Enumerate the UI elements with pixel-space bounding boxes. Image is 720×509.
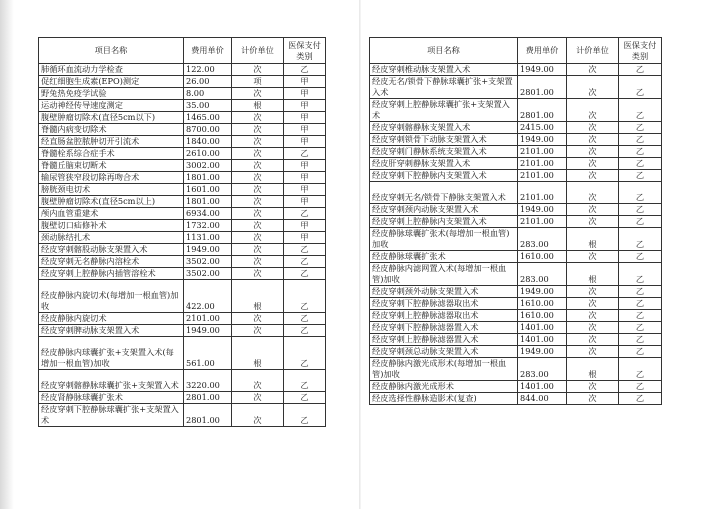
header-item-name: 项目名称: [370, 38, 518, 64]
table-row: [370, 381, 662, 393]
unit-cell: 次: [567, 251, 619, 263]
fee-cell: 283.00: [518, 228, 567, 251]
header-unit: 计价单位: [232, 38, 284, 64]
category-cell: 乙: [619, 263, 662, 286]
item-name-cell: 经皮静脉内滤网置入术(每增加一根血管)加收: [370, 263, 518, 286]
category-cell: 乙: [284, 256, 326, 268]
item-name-cell: 颈动脉结扎术: [39, 232, 184, 244]
fee-table-left: [38, 37, 326, 427]
item-name-cell: 运动神经传导速度测定: [39, 100, 184, 112]
item-name-cell: 经皮无名/锁骨下静脉球囊扩张+支架置入术: [370, 76, 518, 99]
fee-cell: 1131.00: [184, 232, 232, 244]
fee-cell: 2101.00: [518, 158, 567, 170]
fee-cell: 3002.00: [184, 160, 232, 172]
item-name-cell: 经皮穿刺上腔静脉内插管溶栓术: [39, 268, 184, 280]
unit-cell: 次: [567, 286, 619, 298]
table-row: [39, 124, 326, 136]
category-cell: 乙: [619, 134, 662, 146]
table-row: [370, 146, 662, 158]
fee-cell: 2801.00: [184, 404, 232, 427]
item-name-cell: 经皮穿刺颈总动脉支架置入术: [370, 346, 518, 358]
item-name-cell: 经直肠盆腔脓肿切开引流术: [39, 136, 184, 148]
item-name-cell: 腹壁肿瘤切除术(直径5cm以上): [39, 196, 184, 208]
table-row: [370, 182, 662, 204]
fee-cell: 3220.00: [184, 370, 232, 392]
fee-cell: 283.00: [518, 263, 567, 286]
item-name-cell: 经皮穿刺上腔静脉滤器取出术: [370, 310, 518, 322]
item-name-cell: 输尿管狭窄段切除再吻合术: [39, 172, 184, 184]
table-body-right: [370, 64, 662, 405]
unit-cell: 次: [567, 64, 619, 76]
table-row: [370, 310, 662, 322]
category-cell: 甲: [284, 136, 326, 148]
fee-cell: 1610.00: [518, 298, 567, 310]
item-name-cell: 经皮肝穿刺静脉支架置入术: [370, 158, 518, 170]
fee-cell: 1465.00: [184, 112, 232, 124]
unit-cell: 根: [232, 280, 284, 313]
item-name-cell: 颅内血管重建术: [39, 208, 184, 220]
header-fee: 费用单价: [518, 38, 567, 64]
item-name-cell: 经皮穿刺锁骨下动脉支架置入术: [370, 134, 518, 146]
table-row: [370, 263, 662, 286]
table-row: [39, 184, 326, 196]
fee-cell: 3502.00: [184, 268, 232, 280]
category-cell: 乙: [619, 216, 662, 228]
table-row: [39, 392, 326, 404]
category-cell: 乙: [619, 64, 662, 76]
item-name-cell: 经皮穿刺颈内动脉支架置入术: [370, 204, 518, 216]
table-row: [370, 170, 662, 182]
unit-cell: 次: [232, 172, 284, 184]
item-name-cell: 经皮穿刺下腔静脉滤器取出术: [370, 298, 518, 310]
category-cell: 甲: [284, 88, 326, 100]
table-row: [370, 99, 662, 122]
item-name-cell: 经皮穿刺髂静脉球囊扩张+支架置入术: [39, 370, 184, 392]
item-name-cell: 经皮穿刺脾动脉支架置入术: [39, 325, 184, 337]
category-cell: 乙: [619, 322, 662, 334]
category-cell: 乙: [619, 381, 662, 393]
item-name-cell: 肺循环血流动力学检查: [39, 64, 184, 76]
item-name-cell: 腹壁切口疝修补术: [39, 220, 184, 232]
item-name-cell: 经皮穿刺髂静脉支架置入术: [370, 122, 518, 134]
unit-cell: 次: [567, 322, 619, 334]
category-cell: 甲: [284, 184, 326, 196]
table-row: [370, 228, 662, 251]
table-row: [370, 134, 662, 146]
unit-cell: 次: [567, 334, 619, 346]
item-name-cell: 脊髓栓系综合症手术: [39, 148, 184, 160]
table-row: [370, 358, 662, 381]
fee-cell: 6934.00: [184, 208, 232, 220]
item-name-cell: 经皮穿刺上腔静脉滤器置入术: [370, 334, 518, 346]
table-row: [370, 251, 662, 263]
fee-cell: 1949.00: [184, 244, 232, 256]
category-cell: 乙: [284, 280, 326, 313]
table-row: [370, 393, 662, 405]
page-fold-divider: [359, 0, 361, 509]
fee-cell: 1801.00: [184, 172, 232, 184]
fee-cell: 1949.00: [184, 325, 232, 337]
fee-cell: 2101.00: [518, 170, 567, 182]
category-cell: 乙: [619, 228, 662, 251]
item-name-cell: 经皮穿刺门静脉系统支架置入术: [370, 146, 518, 158]
item-name-cell: 经皮静脉内旋切术: [39, 313, 184, 325]
unit-cell: 次: [567, 170, 619, 182]
table-row: [370, 76, 662, 99]
item-name-cell: 野兔热免疫学试验: [39, 88, 184, 100]
unit-cell: 根: [567, 263, 619, 286]
table-row: [39, 76, 326, 88]
item-name-cell: 经皮穿刺椎动脉支架置入术: [370, 64, 518, 76]
fee-cell: 1801.00: [184, 196, 232, 208]
unit-cell: 次: [567, 158, 619, 170]
unit-cell: 根: [232, 337, 284, 370]
unit-cell: 次: [567, 146, 619, 158]
table-row: [39, 88, 326, 100]
unit-cell: 次: [232, 232, 284, 244]
table-row: [39, 160, 326, 172]
item-name-cell: 经皮穿刺下腔静脉内支架置入术: [370, 170, 518, 182]
item-name-cell: 经皮肾静脉球囊扩张术: [39, 392, 184, 404]
fee-cell: 122.00: [184, 64, 232, 76]
item-name-cell: 经皮选择性静脉造影术(复查): [370, 393, 518, 405]
category-cell: 乙: [284, 268, 326, 280]
fee-cell: 8700.00: [184, 124, 232, 136]
unit-cell: 项: [232, 76, 284, 88]
fee-cell: 1732.00: [184, 220, 232, 232]
unit-cell: 次: [567, 204, 619, 216]
item-name-cell: 经皮穿刺上腔静脉内支架置入术: [370, 216, 518, 228]
table-row: [39, 148, 326, 160]
item-name-cell: 经皮静脉球囊扩张术(每增加一根血管)加收: [370, 228, 518, 251]
item-name-cell: 经皮穿刺无名静脉内溶栓术: [39, 256, 184, 268]
category-cell: 甲: [284, 196, 326, 208]
fee-cell: 2101.00: [518, 216, 567, 228]
table-row: [39, 220, 326, 232]
fee-cell: 1601.00: [184, 184, 232, 196]
fee-cell: 2801.00: [518, 99, 567, 122]
category-cell: 乙: [619, 251, 662, 263]
fee-cell: 1610.00: [518, 310, 567, 322]
unit-cell: 次: [232, 404, 284, 427]
category-cell: 甲: [284, 100, 326, 112]
fee-cell: 1949.00: [518, 204, 567, 216]
table-row: [370, 216, 662, 228]
item-name-cell: 促红细胞生成素(EPO)测定: [39, 76, 184, 88]
table-row: [39, 232, 326, 244]
unit-cell: 次: [232, 112, 284, 124]
unit-cell: 次: [232, 196, 284, 208]
category-cell: 甲: [284, 160, 326, 172]
fee-cell: 844.00: [518, 393, 567, 405]
fee-cell: 1949.00: [518, 346, 567, 358]
fee-cell: 1949.00: [518, 64, 567, 76]
category-cell: 乙: [619, 346, 662, 358]
category-cell: 乙: [619, 146, 662, 158]
table-row: [370, 122, 662, 134]
header-insurance-category: 医保支付类别: [619, 38, 662, 64]
unit-cell: 次: [567, 99, 619, 122]
unit-cell: 次: [232, 256, 284, 268]
fee-cell: 1401.00: [518, 322, 567, 334]
table-row: [39, 404, 326, 427]
unit-cell: 次: [567, 182, 619, 204]
item-name-cell: 经皮穿刺髂股动脉支架置入术: [39, 244, 184, 256]
unit-cell: 次: [232, 88, 284, 100]
header-unit: 计价单位: [567, 38, 619, 64]
unit-cell: 次: [567, 393, 619, 405]
fee-cell: 3502.00: [184, 256, 232, 268]
category-cell: 乙: [619, 122, 662, 134]
fee-cell: 2101.00: [518, 182, 567, 204]
item-name-cell: 经皮静脉内激光成形术(每增加一根血管)加收: [370, 358, 518, 381]
fee-cell: 283.00: [518, 358, 567, 381]
table-row: [370, 334, 662, 346]
page-edge-shadow: [0, 0, 14, 509]
unit-cell: 次: [567, 122, 619, 134]
item-name-cell: 经皮静脉球囊扩张术: [370, 251, 518, 263]
table-row: [39, 172, 326, 184]
table-row: [39, 100, 326, 112]
fee-cell: 2610.00: [184, 148, 232, 160]
category-cell: 甲: [284, 232, 326, 244]
category-cell: 乙: [284, 337, 326, 370]
table-row: [370, 158, 662, 170]
category-cell: 甲: [284, 76, 326, 88]
unit-cell: 次: [232, 136, 284, 148]
unit-cell: 次: [232, 148, 284, 160]
category-cell: 甲: [284, 172, 326, 184]
table-header-row: [370, 38, 662, 64]
unit-cell: 次: [567, 76, 619, 99]
table-row: [39, 325, 326, 337]
category-cell: 乙: [284, 325, 326, 337]
table-header-row: [39, 38, 326, 64]
table-row: [370, 322, 662, 334]
table-row: [39, 313, 326, 325]
category-cell: 乙: [284, 64, 326, 76]
item-name-cell: 经皮穿刺颈外动脉支架置入术: [370, 286, 518, 298]
header-fee: 费用单价: [184, 38, 232, 64]
unit-cell: 根: [232, 100, 284, 112]
table-row: [39, 136, 326, 148]
unit-cell: 次: [567, 381, 619, 393]
category-cell: 乙: [284, 244, 326, 256]
unit-cell: 根: [567, 228, 619, 251]
fee-cell: 2101.00: [518, 146, 567, 158]
table-row: [39, 64, 326, 76]
unit-cell: 次: [232, 208, 284, 220]
table-row: [39, 112, 326, 124]
item-name-cell: 经皮穿刺无名/锁骨下静脉支架置入术: [370, 182, 518, 204]
item-name-cell: 脊髓内病变切除术: [39, 124, 184, 136]
fee-cell: 35.00: [184, 100, 232, 112]
unit-cell: 次: [232, 184, 284, 196]
table-row: [370, 286, 662, 298]
unit-cell: 次: [567, 310, 619, 322]
unit-cell: 次: [567, 298, 619, 310]
category-cell: 甲: [284, 112, 326, 124]
unit-cell: 次: [232, 268, 284, 280]
category-cell: 乙: [284, 392, 326, 404]
fee-cell: 2101.00: [184, 313, 232, 325]
table-row: [39, 370, 326, 392]
table-row: [39, 208, 326, 220]
category-cell: 乙: [284, 148, 326, 160]
table-row: [39, 196, 326, 208]
category-cell: 乙: [619, 334, 662, 346]
table-row: [39, 280, 326, 313]
unit-cell: 次: [232, 244, 284, 256]
table-row: [370, 298, 662, 310]
unit-cell: 次: [567, 134, 619, 146]
unit-cell: 次: [232, 313, 284, 325]
unit-cell: 次: [567, 216, 619, 228]
unit-cell: 次: [232, 392, 284, 404]
table-body-left: [39, 64, 326, 427]
header-insurance-category: 医保支付类别: [284, 38, 326, 64]
table-row: [370, 64, 662, 76]
item-name-cell: 经皮穿刺上腔静脉球囊扩张+支架置入术: [370, 99, 518, 122]
category-cell: 乙: [619, 182, 662, 204]
category-cell: 甲: [284, 124, 326, 136]
item-name-cell: 腹壁肿瘤切除术(直径5cm以下): [39, 112, 184, 124]
item-name-cell: 脊髓丘脑束切断术: [39, 160, 184, 172]
fee-cell: 1610.00: [518, 251, 567, 263]
unit-cell: 次: [232, 220, 284, 232]
fee-cell: 2801.00: [518, 76, 567, 99]
fee-cell: 2801.00: [184, 392, 232, 404]
category-cell: 乙: [284, 404, 326, 427]
unit-cell: 次: [232, 325, 284, 337]
item-name-cell: 经皮静脉内球囊扩张+支架置入术(每增加一根血管)加收: [39, 337, 184, 370]
fee-cell: 1949.00: [518, 286, 567, 298]
item-name-cell: 经皮静脉内激光成形术: [370, 381, 518, 393]
item-name-cell: 经皮穿刺下腔静脉球囊扩张+支架置入术: [39, 404, 184, 427]
category-cell: 乙: [619, 286, 662, 298]
table-row: [39, 337, 326, 370]
fee-cell: 422.00: [184, 280, 232, 313]
fee-cell: 8.00: [184, 88, 232, 100]
category-cell: 乙: [619, 393, 662, 405]
fee-cell: 2415.00: [518, 122, 567, 134]
fee-table-right: [369, 37, 662, 405]
table-row: [370, 204, 662, 216]
unit-cell: 次: [232, 64, 284, 76]
category-cell: 乙: [619, 76, 662, 99]
category-cell: 乙: [619, 298, 662, 310]
category-cell: 乙: [619, 170, 662, 182]
item-name-cell: 膀胱颈电切术: [39, 184, 184, 196]
header-item-name: 项目名称: [39, 38, 184, 64]
category-cell: 乙: [619, 310, 662, 322]
fee-cell: 1840.00: [184, 136, 232, 148]
fee-cell: 1949.00: [518, 134, 567, 146]
unit-cell: 次: [232, 160, 284, 172]
item-name-cell: 经皮穿刺下腔静脉滤器置入术: [370, 322, 518, 334]
table-row: [370, 346, 662, 358]
category-cell: 乙: [284, 370, 326, 392]
category-cell: 乙: [284, 208, 326, 220]
unit-cell: 次: [232, 124, 284, 136]
unit-cell: 次: [232, 370, 284, 392]
table-row: [39, 256, 326, 268]
item-name-cell: 经皮静脉内旋切术(每增加一根血管)加收: [39, 280, 184, 313]
category-cell: 乙: [619, 358, 662, 381]
unit-cell: 次: [567, 346, 619, 358]
table-row: [39, 244, 326, 256]
category-cell: 甲: [284, 220, 326, 232]
fee-cell: 26.00: [184, 76, 232, 88]
category-cell: 乙: [619, 158, 662, 170]
fee-cell: 561.00: [184, 337, 232, 370]
fee-cell: 1401.00: [518, 381, 567, 393]
fee-cell: 1401.00: [518, 334, 567, 346]
category-cell: 乙: [619, 99, 662, 122]
category-cell: 乙: [619, 204, 662, 216]
unit-cell: 根: [567, 358, 619, 381]
table-row: [39, 268, 326, 280]
category-cell: 乙: [284, 313, 326, 325]
